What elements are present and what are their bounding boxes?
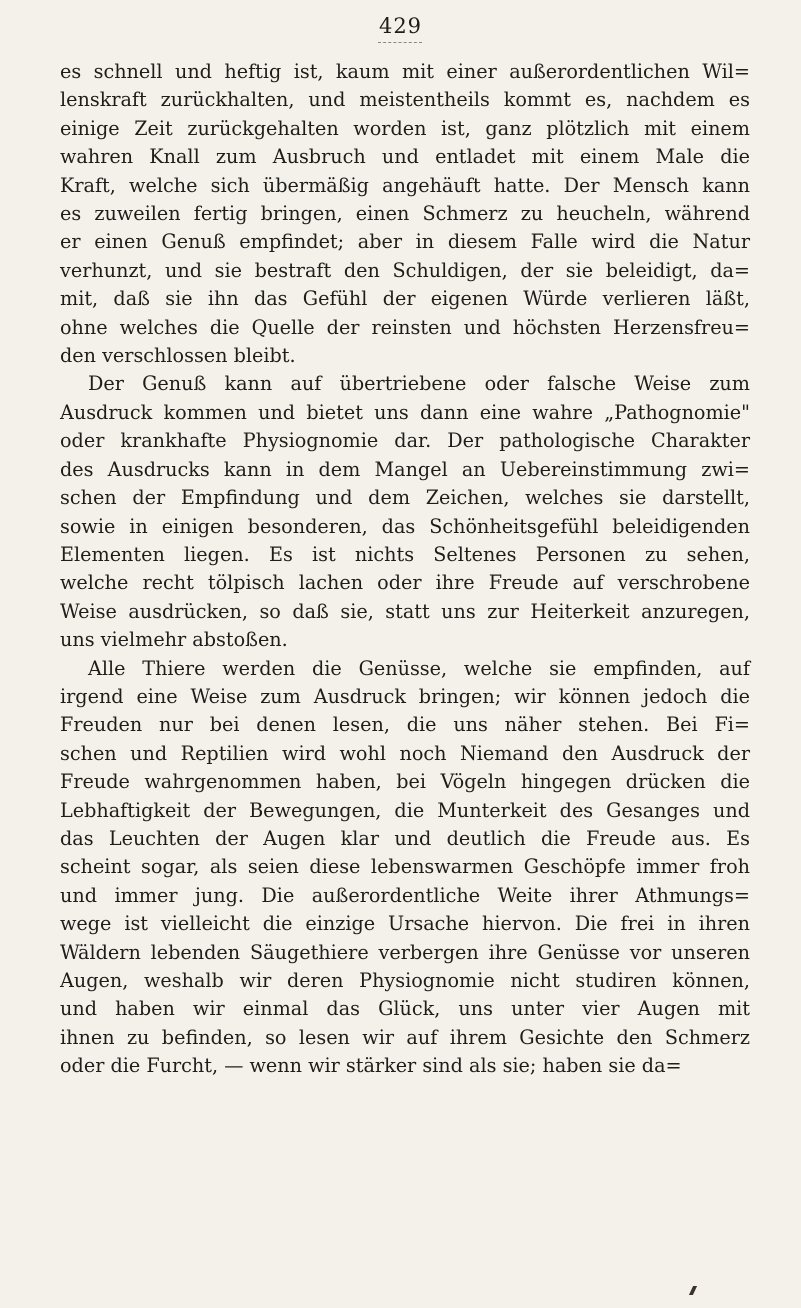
text-line: es schnell und heftig ist, kaum mit einer außerordentlichen Wil= xyxy=(60,60,750,83)
page-number-underline xyxy=(378,42,422,43)
text-line: verhunzt, und sie bestraft den Schuldigen, der sie beleidigt, da= xyxy=(60,258,750,282)
text-line: oder krankhafte Physiognomie dar. Der pathologische Charakter xyxy=(60,429,750,453)
text-line: scheint sogar, als seien diese lebenswarmen Geschöpfe immer froh xyxy=(60,855,750,879)
text-line: wege ist vielleicht die einzige Ursache hiervon. Die frei in ihren xyxy=(60,912,750,936)
text-line: ihnen zu befinden, so lesen wir auf ihrem Gesichte den Schmerz xyxy=(60,1025,750,1049)
text-line: schen der Empfindung und dem Zeichen, welches sie darstellt, xyxy=(60,486,750,510)
text-line: er einen Genuß empfindet; aber in diesem Falle wird die Natur xyxy=(60,230,750,254)
text-line: und immer jung. Die außerordentliche Weite ihrer Athmungs= xyxy=(60,883,750,907)
page-number: 429 xyxy=(378,14,423,38)
text-line: welche recht tölpisch lachen oder ihre Freude auf verschrobene xyxy=(60,571,750,595)
printer-mark xyxy=(689,1286,697,1295)
text-line: den verschlossen bleibt. xyxy=(60,344,296,368)
text-line: irgend eine Weise zum Ausdruck bringen; wir können jedoch die xyxy=(60,684,750,708)
text-line: Freuden nur bei denen lesen, die uns näher stehen. Bei Fi= xyxy=(60,713,750,737)
text-line: Freude wahrgenommen haben, bei Vögeln hingegen drücken die xyxy=(60,770,750,794)
text-line: Lebhaftigkeit der Bewegungen, die Munterkeit des Gesanges und xyxy=(60,798,750,822)
text-line: sowie in einigen besonderen, das Schönheitsgefühl beleidigenden xyxy=(60,514,750,538)
text-line: Wäldern lebenden Säugethiere verbergen ihre Genüsse vor unseren xyxy=(60,940,750,964)
text-line: des Ausdrucks kann in dem Mangel an Uebereinstimmung zwi= xyxy=(60,457,750,481)
text-line: Ausdruck kommen und bietet uns dann eine wahre „Pathognomie" xyxy=(60,400,750,424)
text-body xyxy=(60,58,750,1081)
text-line: wahren Knall zum Ausbruch und entladet mit einem Male die xyxy=(60,145,750,169)
text-line: Elementen liegen. Es ist nichts Seltenes Personen zu sehen, xyxy=(60,542,750,566)
text-line: und haben wir einmal das Glück, uns unter vier Augen mit xyxy=(60,997,750,1021)
text-line: Augen, weshalb wir deren Physiognomie nicht studiren können, xyxy=(60,969,750,992)
text-line: mit, daß sie ihn das Gefühl der eigenen Würde verlieren läßt, xyxy=(60,287,750,311)
text-line: Weise ausdrücken, so daß sie, statt uns zur Heiterkeit anzuregen, xyxy=(60,599,750,623)
text-line: das Leuchten der Augen klar und deutlich die Freude aus. Es xyxy=(60,826,750,850)
text-line: einige Zeit zurückgehalten worden ist, ganz plötzlich mit einem xyxy=(60,116,750,140)
text-line: uns vielmehr abstoßen. xyxy=(60,628,288,652)
text-line: Der Genuß kann auf übertriebene oder falsche Weise zum xyxy=(88,372,750,396)
text-line: Kraft, welche sich übermäßig angehäuft hatte. Der Mensch kann xyxy=(60,173,750,197)
text-line: ohne welches die Quelle der reinsten und höchsten Herzensfreu= xyxy=(60,315,750,339)
text-line: lenskraft zurückhalten, und meistentheils kommt es, nachdem es xyxy=(60,88,750,112)
text-line: schen und Reptilien wird wohl noch Niemand den Ausdruck der xyxy=(60,741,750,765)
text-line: oder die Furcht, — wenn wir stärker sind als sie; haben sie da= xyxy=(60,1054,682,1078)
text-line: Alle Thiere werden die Genüsse, welche sie empfinden, auf xyxy=(88,656,750,680)
text-line: es zuweilen fertig bringen, einen Schmerz zu heucheln, während xyxy=(60,202,750,226)
